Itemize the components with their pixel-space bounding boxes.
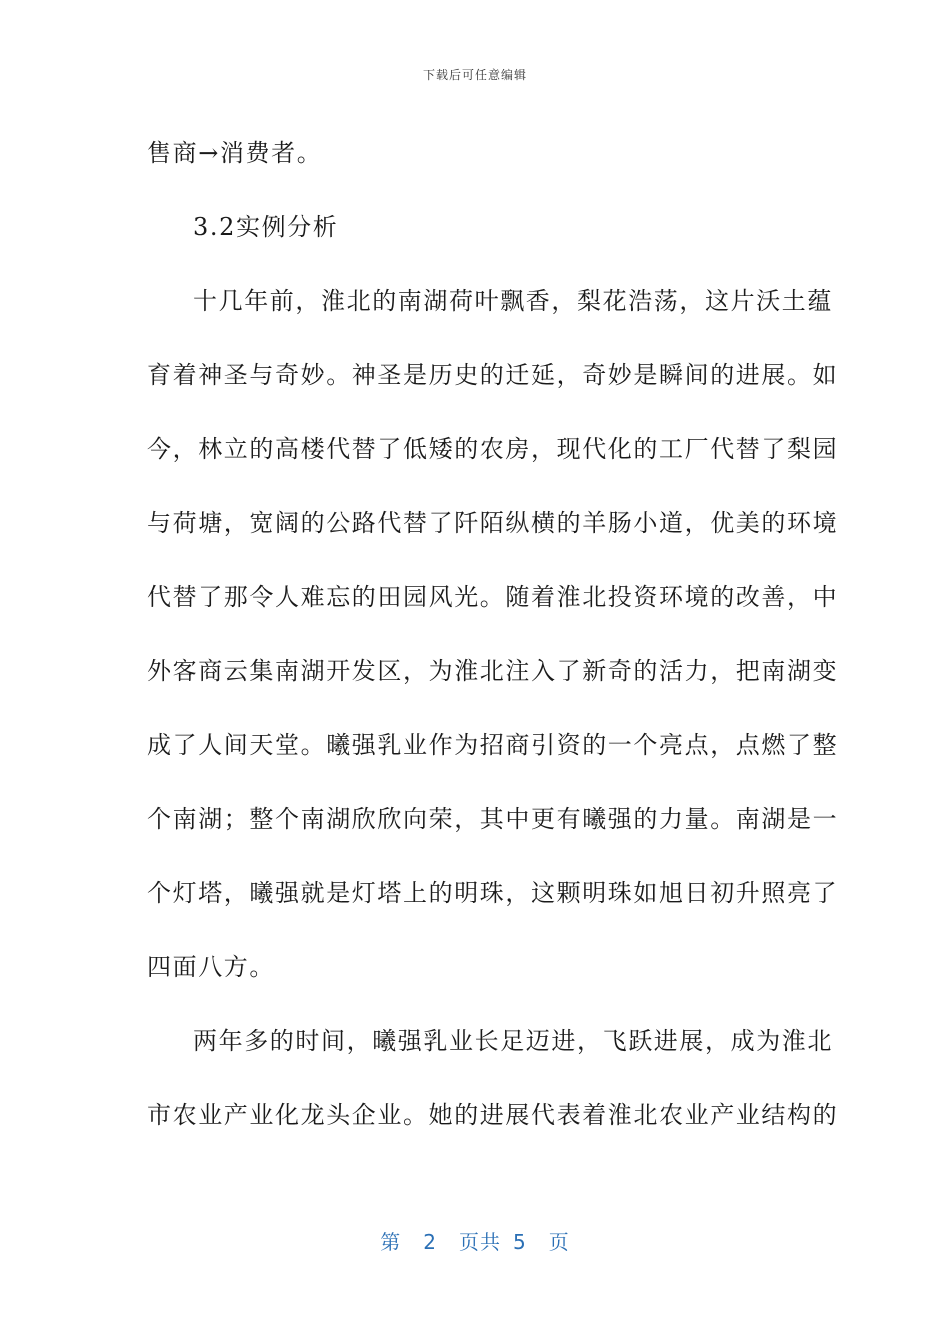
paragraph-line: 代替了那令人难忘的田园风光。随着淮北投资环境的改善，中 (147, 583, 839, 611)
page-footer (0, 1226, 950, 1255)
page-header: 下载后可任意编辑 (422, 68, 527, 82)
paragraph-line: 外客商云集南湖开发区，为淮北注入了新奇的活力，把南湖变 (147, 657, 839, 685)
paragraph-line: 今，林立的高楼代替了低矮的农房，现代化的工厂代替了梨园 (147, 435, 839, 463)
page-suffix: 页 (548, 1230, 570, 1254)
paragraph-line: 市农业产业化龙头企业。她的进展代表着淮北农业产业结构的 (147, 1101, 839, 1129)
current-page-number: 2 (423, 1230, 437, 1254)
section-heading: 3.2实例分析 (193, 213, 339, 241)
paragraph-line: 与荷塘，宽阔的公路代替了阡陌纵横的羊肠小道，优美的环境 (147, 509, 839, 537)
paragraph-line: 个灯塔，曦强就是灯塔上的明珠，这颗明珠如旭日初升照亮了 (147, 879, 839, 907)
paragraph-line: 四面八方。 (147, 953, 275, 981)
paragraph-line: 两年多的时间，曦强乳业长足迈进，飞跃进展，成为淮北 (193, 1027, 833, 1055)
page-label: 第 (380, 1230, 402, 1254)
paragraph-line: 育着神圣与奇妙。神圣是历史的迁延，奇妙是瞬间的进展。如 (147, 361, 839, 389)
total-page-number: 5 (513, 1230, 527, 1254)
paragraph-line: 十几年前，淮北的南湖荷叶飘香，梨花浩荡，这片沃土蕴 (193, 287, 833, 315)
paragraph-line: 个南湖；整个南湖欣欣向荣，其中更有曦强的力量。南湖是一 (147, 805, 839, 833)
text-line: 售商→消费者。 (147, 139, 323, 167)
total-label: 页共 (459, 1230, 501, 1254)
paragraph-line: 成了人间天堂。曦强乳业作为招商引资的一个亮点，点燃了整 (147, 731, 839, 759)
